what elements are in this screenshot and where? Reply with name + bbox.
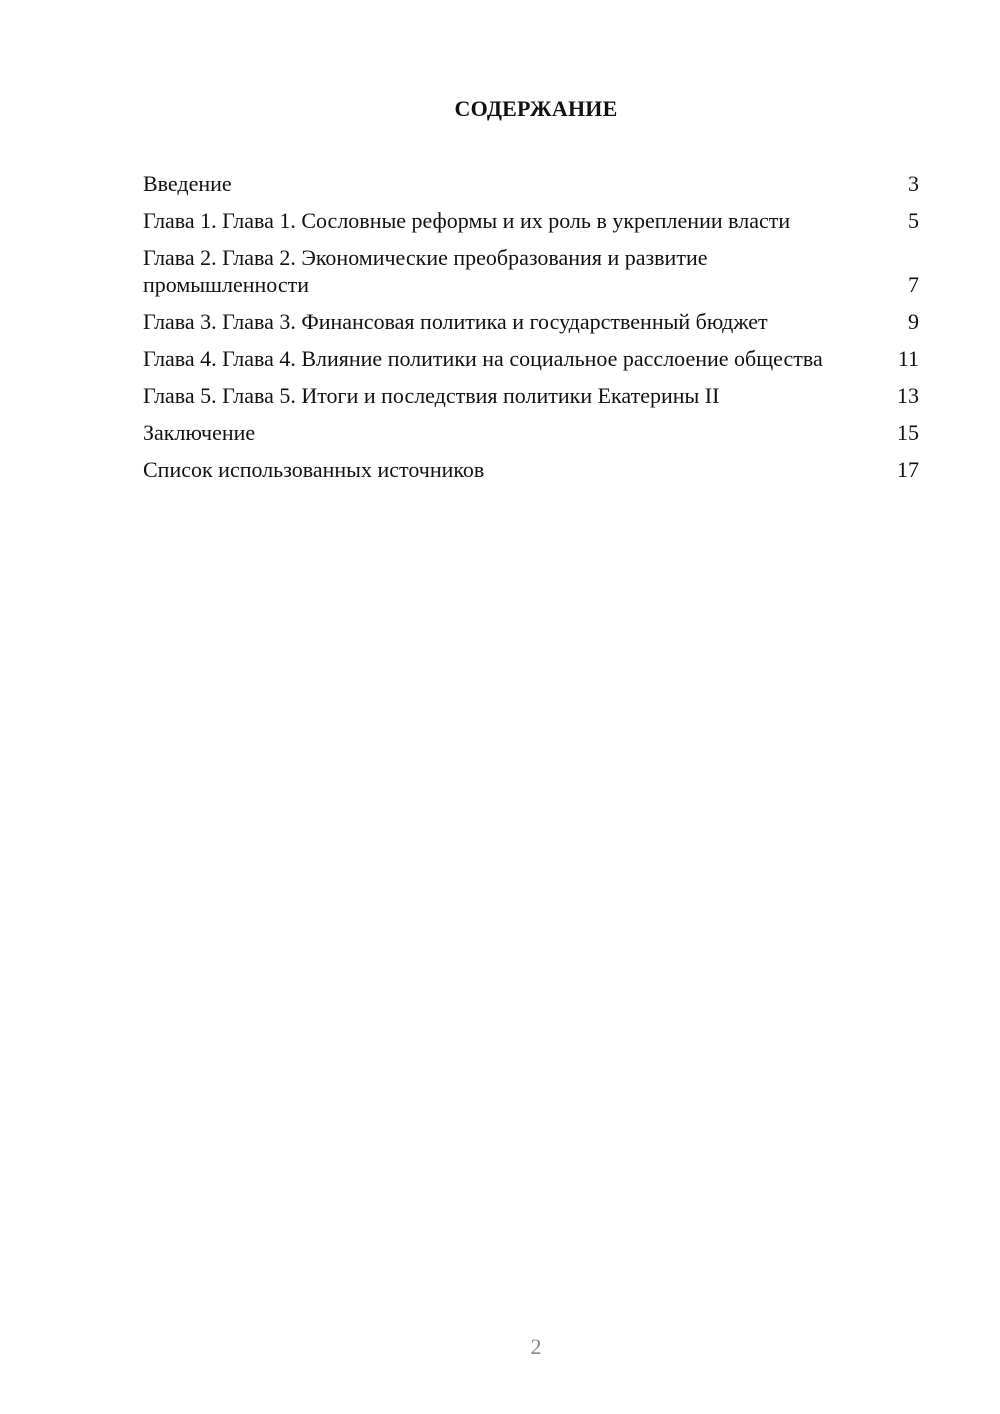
page-number: 2 xyxy=(530,1334,542,1359)
toc-entry-references[interactable] xyxy=(143,456,919,483)
toc-entry-text: Глава 3. Глава 3. Финансовая политика и государственный бюджет xyxy=(143,309,768,334)
toc-entry-text: Заключение xyxy=(143,420,256,445)
toc-entry-page: 11 xyxy=(897,346,919,371)
toc-entry-text: Глава 5. Глава 5. Итоги и последствия политики Екатерины II xyxy=(143,383,720,408)
toc-entry-chapter-1[interactable] xyxy=(143,207,919,234)
toc-entry-chapter-2[interactable] xyxy=(143,244,919,298)
toc-entry-page: 3 xyxy=(908,171,919,196)
toc-entry-page: 7 xyxy=(908,272,919,297)
toc-entry-page: 13 xyxy=(897,383,919,408)
toc-entry-text: Введение xyxy=(143,171,232,196)
toc-entry-chapter-4[interactable] xyxy=(143,345,919,372)
toc-entry-text: Глава 4. Глава 4. Влияние политики на социальное расслоение общества xyxy=(143,346,823,371)
toc-entry-chapter-3[interactable] xyxy=(143,308,919,335)
toc-entry-page: 15 xyxy=(897,420,919,445)
toc-entry-page: 5 xyxy=(908,208,919,233)
toc-entry-chapter-5[interactable] xyxy=(143,382,919,409)
toc-entry-text: Глава 1. Глава 1. Сословные реформы и их роль в укреплении власти xyxy=(143,208,791,233)
table-of-contents xyxy=(143,170,919,493)
page-title: СОДЕРЖАНИЕ xyxy=(454,96,618,121)
toc-entry-introduction[interactable] xyxy=(143,170,919,197)
toc-entry-page: 17 xyxy=(897,457,919,482)
toc-entry-text: Список использованных источников xyxy=(143,457,485,482)
toc-entry-page: 9 xyxy=(908,309,919,334)
toc-entry-text: Глава 2. Глава 2. Экономические преобразования и развитие промышленности xyxy=(143,245,708,297)
toc-entry-conclusion[interactable] xyxy=(143,419,919,446)
